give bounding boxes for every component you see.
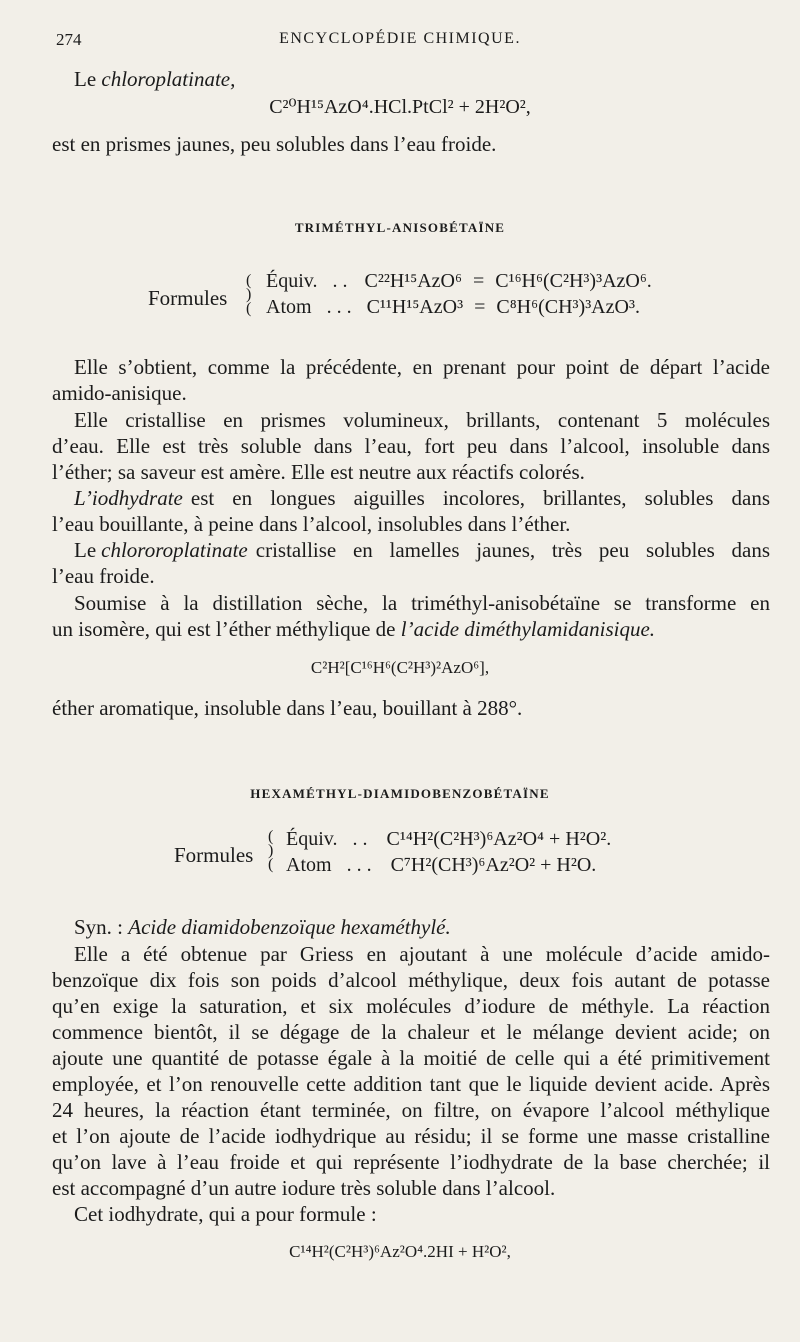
- para-line: qu’en exige la saturation, et six molécules d’iodure de méthyle. La réaction: [52, 994, 770, 1018]
- intro-line-1: Le chloroplatinate,: [74, 67, 236, 91]
- formula-row-equiv-1: Équiv. . . C²²H¹⁵AzO⁶ = C¹⁶H⁶(C²H³)³AzO⁶.: [266, 270, 652, 292]
- para-line: Cet iodhydrate, qui a pour formule :: [74, 1202, 377, 1226]
- iodhydrate-formula: C¹⁴H²(C²H³)⁶Az²O⁴.2HI + H²O²,: [289, 1242, 511, 1261]
- para-line: Elle s’obtient, comme la précédente, en prenant pour point de départ l’acide: [74, 355, 770, 379]
- para-line: ajoute une quantité de potasse égale à la moitié de celle qui a été primitivement: [52, 1046, 770, 1070]
- para-line: l’eau bouillante, à peine dans l’alcool, insolubles dans l’éther.: [52, 512, 571, 536]
- para-line: employée, et l’on renouvelle cette addition tant que le liquide devient acide. Après: [52, 1072, 770, 1096]
- formules-label-1: Formules: [148, 286, 228, 310]
- para-line: et l’on ajoute de l’acide iodhydrique au résidu; il se forme une masse cristalline: [52, 1124, 770, 1148]
- formula-row-atom-2: Atom . . . C⁷H²(CH³)⁶Az²O² + H²O.: [286, 854, 597, 876]
- para-line: Elle a été obtenue par Griess en ajoutant à une molécule d’acide amido-: [74, 942, 770, 966]
- para-line: commence bientôt, il se dégage de la chaleur et le mélange devient acide; on: [52, 1020, 770, 1044]
- para-line: qu’on lave à l’eau froide et qui représente l’iodhydrate de la base cherchée; il: [52, 1150, 770, 1174]
- chloroplatinate-formula: C²⁰H¹⁵AzO⁴.HCl.PtCl² + 2H²O²,: [269, 96, 531, 118]
- page-number: 274: [56, 30, 82, 49]
- intro-line-2: est en prismes jaunes, peu solubles dans l’eau froide.: [52, 132, 497, 156]
- section-title-2: HEXAMÉTHYL-DIAMIDOBENZOBÉTAÏNE: [250, 786, 550, 801]
- formules-label-2: Formules: [174, 843, 254, 867]
- formula-row-atom-1: Atom . . . C¹¹H¹⁵AzO³ = C⁸H⁶(CH³)³AzO³.: [266, 296, 640, 318]
- intro-italic: chloroplatinate,: [101, 67, 236, 91]
- para-line-acide: un isomère, qui est l’éther méthylique de l’acide diméthylamidanisique.: [52, 617, 656, 641]
- syn-line: Syn. : Acide diamidobenzoïque hexaméthylé.: [74, 915, 451, 939]
- para-line-iodhydrate: L’iodhydrate est en longues aiguilles incolores, brillantes, solubles dans: [74, 486, 770, 510]
- para-line: d’eau. Elle est très soluble dans l’eau, fort peu dans l’alcool, insoluble dans: [52, 434, 770, 458]
- para-line-ether: éther aromatique, insoluble dans l’eau, bouillant à 288°.: [52, 696, 523, 720]
- section-title-1: TRIMÉTHYL-ANISOBÉTAÏNE: [294, 220, 506, 235]
- ether-formula: C²H²[C¹⁶H⁶(C²H³)²AzO⁶],: [310, 658, 490, 677]
- para-line: benzoïque dix fois son poids d’alcool méthylique, deux fois autant de potasse: [52, 968, 770, 992]
- brace-2: ( ) (: [268, 828, 274, 873]
- para-line: amido-anisique.: [52, 381, 187, 405]
- para-line: Elle cristallise en prismes volumineux, brillants, contenant 5 molécules: [74, 408, 770, 432]
- para-line: 24 heures, la réaction étant terminée, on filtre, on évapore l’alcool méthylique: [52, 1098, 770, 1122]
- formula-row-equiv-2: Équiv. . . C¹⁴H²(C²H³)⁶Az²O⁴ + H²O².: [286, 828, 612, 850]
- running-title: ENCYCLOPÉDIE CHIMIQUE.: [279, 30, 521, 47]
- brace-1: ( ) (: [246, 272, 252, 317]
- para-line: l’éther; sa saveur est amère. Elle est neutre aux réactifs colorés.: [52, 460, 585, 484]
- para-line: est accompagné d’un autre iodure très soluble dans l’alcool.: [52, 1176, 556, 1200]
- para-line: Soumise à la distillation sèche, la triméthyl-anisobétaïne se transforme en: [74, 591, 770, 615]
- para-line-chloro: Le chlororoplatinate cristallise en lamelles jaunes, très peu solubles dans: [74, 538, 770, 562]
- para-line: l’eau froide.: [52, 564, 155, 588]
